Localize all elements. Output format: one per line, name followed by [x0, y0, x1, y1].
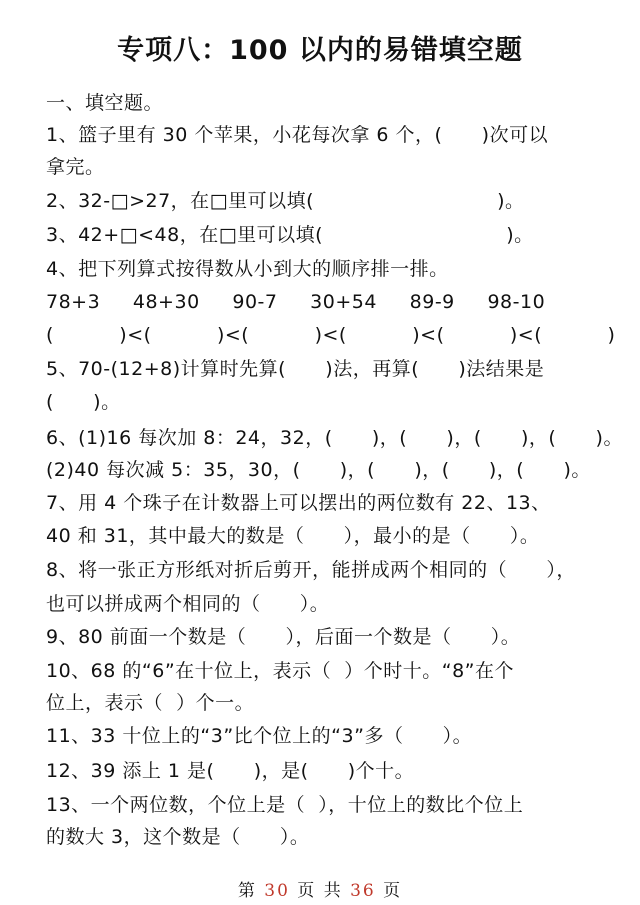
- question-12: 12、39 添上 1 是( )，是( )个十。: [46, 760, 415, 782]
- question-13-line-2: 的数大 3，这个数是（ ）。: [46, 826, 310, 848]
- question-7-line-2: 40 和 31，其中最大的数是（ ），最小的是（ ）。: [46, 525, 540, 547]
- question-9: 9、80 前面一个数是（ ），后面一个数是（ ）。: [46, 626, 521, 648]
- question-6-part-1: 6、(1)16 每次加 8：24，32，( )，( )，( )，( )。: [46, 427, 623, 449]
- footer-prefix: 第: [237, 881, 257, 901]
- question-3: 3、42+□<48，在□里可以填( )。: [46, 224, 534, 246]
- page-footer: [0, 876, 640, 901]
- question-1-line-1: 1、篮子里有 30 个苹果，小花每次拿 6 个，( )次可以: [46, 124, 549, 146]
- page-title: 专项八：100 以内的易错填空题: [117, 35, 523, 66]
- question-4-expressions: 78+3 48+30 90-7 30+54 89-9 98-10: [46, 291, 546, 313]
- question-5-line-2: ( )。: [46, 391, 121, 413]
- question-2: 2、32-□>27，在□里可以填( )。: [46, 190, 525, 212]
- question-5-line-1: 5、70-(12+8)计算时先算( )法，再算( )法结果是: [46, 358, 545, 380]
- question-1-line-2: 拿完。: [46, 156, 105, 178]
- question-10-line-2: 位上，表示（ ）个一。: [46, 692, 255, 714]
- question-8-line-2: 也可以拼成两个相同的（ ）。: [46, 593, 330, 615]
- question-13-line-1: 13、一个两位数，个位上是（ ），十位上的数比个位上: [46, 794, 524, 816]
- total-pages-number: 36: [350, 881, 376, 901]
- footer-suffix: 页: [383, 881, 403, 901]
- question-10-line-1: 10、68 的“6”在十位上，表示（ ）个时十。“8”在个: [46, 660, 515, 682]
- current-page-number: 30: [264, 881, 290, 901]
- question-8-line-1: 8、将一张正方形纸对折后剪开，能拼成两个相同的（ ），: [46, 559, 576, 581]
- footer-middle: 页 共: [297, 881, 343, 901]
- section-heading: 一、填空题。: [46, 92, 164, 114]
- question-4-answer-blanks: ( )<( )<( )<( )<( )<( ): [46, 324, 616, 346]
- question-7-line-1: 7、用 4 个珠子在计数器上可以摆出的两位数有 22、13、: [46, 492, 551, 514]
- question-4-prompt: 4、把下列算式按得数从小到大的顺序排一排。: [46, 258, 449, 280]
- question-11: 11、33 十位上的“3”比个位上的“3”多（ ）。: [46, 725, 473, 747]
- question-6-part-2: (2)40 每次减 5：35，30，( )，( )，( )，( )。: [46, 459, 591, 481]
